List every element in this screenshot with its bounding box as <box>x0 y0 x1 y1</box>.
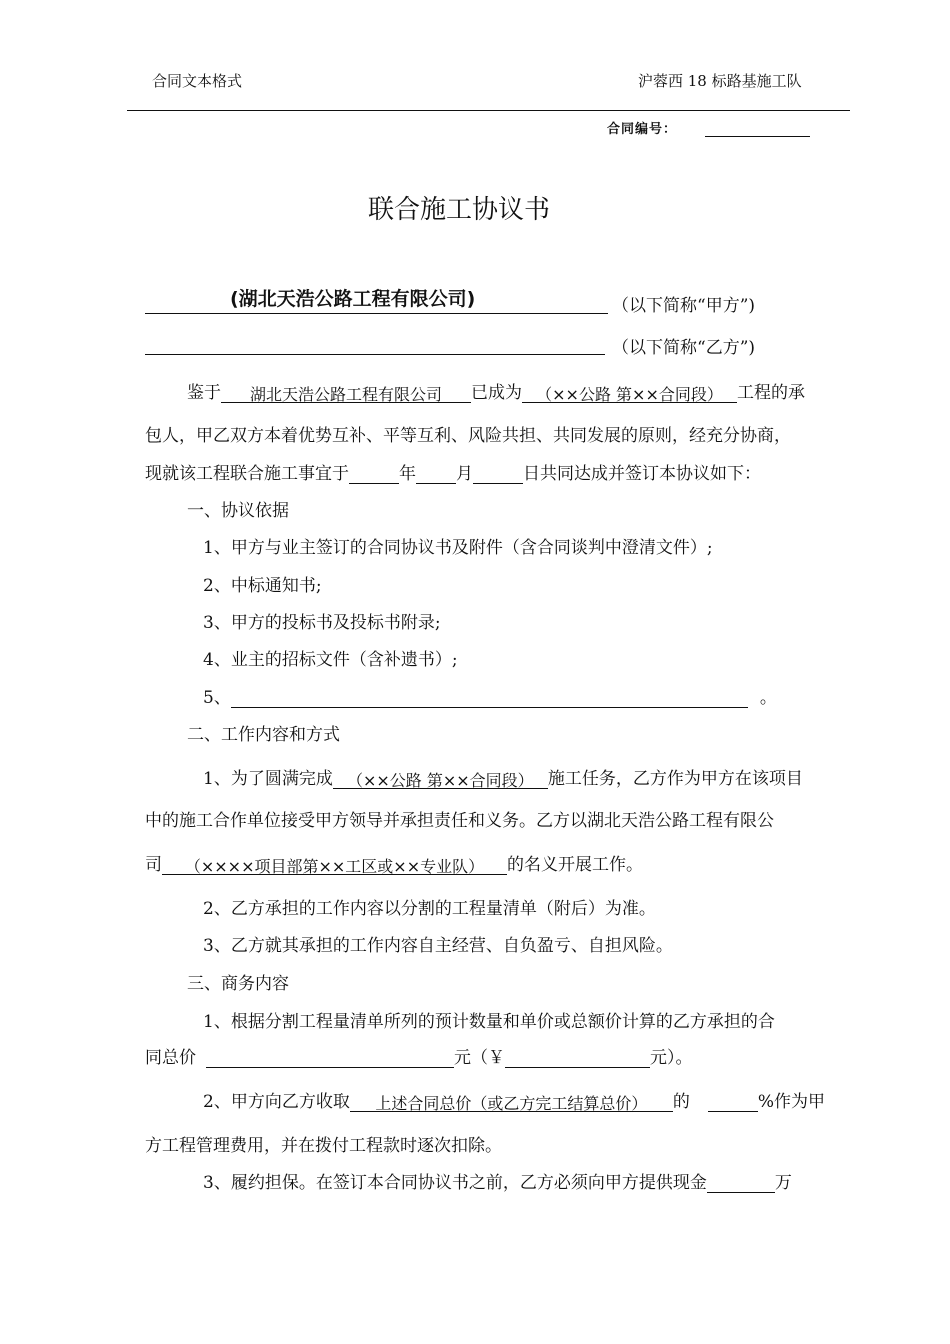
section2-p1-line3 <box>145 850 643 875</box>
section2-heading: 二、工作内容和方式 <box>187 725 340 745</box>
party-a-suffix: （以下简称“甲方”) <box>612 296 756 316</box>
party-b-suffix: （以下简称“乙方”) <box>612 338 756 358</box>
section1-item5-field <box>231 687 748 708</box>
section2-fill-unit: （××××项目部第××工区或××专业队） <box>162 854 507 875</box>
preamble-line3-a: 现就该工程联合施工事宜于 <box>145 464 349 484</box>
section2-p1-line3-a: 司 <box>145 855 162 875</box>
section1-item-2: 2、中标通知书; <box>203 576 322 596</box>
header-left: 合同文本格式 <box>152 72 243 90</box>
contract-total-yuan-field <box>505 1047 650 1068</box>
preamble-p1-c: 工程的承 <box>737 383 805 403</box>
management-fee-percent-field <box>708 1091 758 1112</box>
section1-item-4: 4、业主的招标文件（含补遗书）; <box>203 650 458 670</box>
section3-heading: 三、商务内容 <box>187 974 289 994</box>
party-b-line <box>145 354 605 355</box>
preamble-line2: 包人，甲乙双方本着优势互补、平等互利、风险共担、共同发展的原则，经充分协商， <box>145 426 791 446</box>
contract-no-field <box>705 136 810 137</box>
party-a-name: (湖北天浩公路工程有限公司) <box>230 288 476 310</box>
section3-p1-line2-a: 同总价 <box>145 1048 196 1068</box>
section1-item-3: 3、甲方的投标书及投标书附录; <box>203 613 441 633</box>
section3-p2-line2: 方工程管理费用，并在拨付工程款时逐次扣除。 <box>145 1136 502 1156</box>
section2-p1-line3-b: 的名义开展工作。 <box>507 855 643 875</box>
page-title: 联合施工协议书 <box>367 195 550 225</box>
section3-p1-line2 <box>145 1043 693 1068</box>
preamble-fill-contractor: 湖北天浩公路工程有限公司 <box>221 382 471 403</box>
section3-p3-b: 万 <box>774 1173 792 1193</box>
section3-p2-a: 2、甲方向乙方收取 <box>203 1092 350 1112</box>
preamble-p1-b: 已成为 <box>471 383 522 403</box>
section1-heading: 一、协议依据 <box>187 501 289 521</box>
preamble-month: 月 <box>456 464 473 484</box>
section1-item-1: 1、甲方与业主签订的合同协议书及附件（含合同谈判中澄清文件）; <box>203 538 713 558</box>
section3-p2-line1 <box>203 1087 825 1112</box>
date-day-field <box>473 463 523 484</box>
preamble-line3 <box>145 459 761 484</box>
preamble-line1 <box>187 378 805 403</box>
header-right: 沪蓉西 18 标路基施工队 <box>638 72 802 90</box>
section3-p1-line1: 1、根据分割工程量清单所列的预计数量和单价或总额价计算的乙方承担的合 <box>203 1012 775 1032</box>
preamble-p1-a: 鉴于 <box>187 383 221 403</box>
contract-no-label: 合同编号： <box>607 122 678 137</box>
party-a-line <box>145 313 608 314</box>
section2-p1-line2: 中的施工合作单位接受甲方领导并承担责任和义务。乙方以湖北天浩公路工程有限公 <box>145 811 774 831</box>
section1-item5-prefix: 5、 <box>203 688 231 708</box>
header-rule <box>127 110 850 111</box>
section1-item5-suffix: 。 <box>759 688 777 708</box>
contract-total-field <box>206 1047 454 1068</box>
preamble-fill-project: （××公路 第××合同段） <box>522 382 737 403</box>
performance-bond-field <box>707 1172 775 1193</box>
date-year-field <box>349 463 399 484</box>
section2-fill-project: （××公路 第××合同段） <box>333 768 548 789</box>
preamble-line3-b: 日共同达成并签订本协议如下： <box>523 464 761 484</box>
section3-p2-b: 的 <box>672 1092 690 1112</box>
section3-p1-line2-b: 元（￥ <box>454 1048 505 1068</box>
section3-fill-basis: 上述合同总价（或乙方完工结算总价） <box>350 1091 673 1112</box>
section3-p1-line2-c: 元）。 <box>650 1048 693 1068</box>
section1-item-5 <box>203 683 777 708</box>
section2-p1-line1 <box>203 764 803 789</box>
preamble-year: 年 <box>399 464 416 484</box>
section3-p3-a: 3、履约担保。在签订本合同协议书之前，乙方必须向甲方提供现金 <box>203 1173 707 1193</box>
section2-p1-a: 1、为了圆满完成 <box>203 769 333 789</box>
section2-p2: 2、乙方承担的工作内容以分割的工程量清单（附后）为准。 <box>203 899 656 919</box>
section3-p2-c: %作为甲 <box>757 1092 825 1112</box>
date-month-field <box>416 463 456 484</box>
section2-p1-b: 施工任务，乙方作为甲方在该项目 <box>547 769 803 789</box>
section2-p3: 3、乙方就其承担的工作内容自主经营、自负盈亏、自担风险。 <box>203 936 673 956</box>
section3-p3-line1 <box>203 1168 792 1193</box>
